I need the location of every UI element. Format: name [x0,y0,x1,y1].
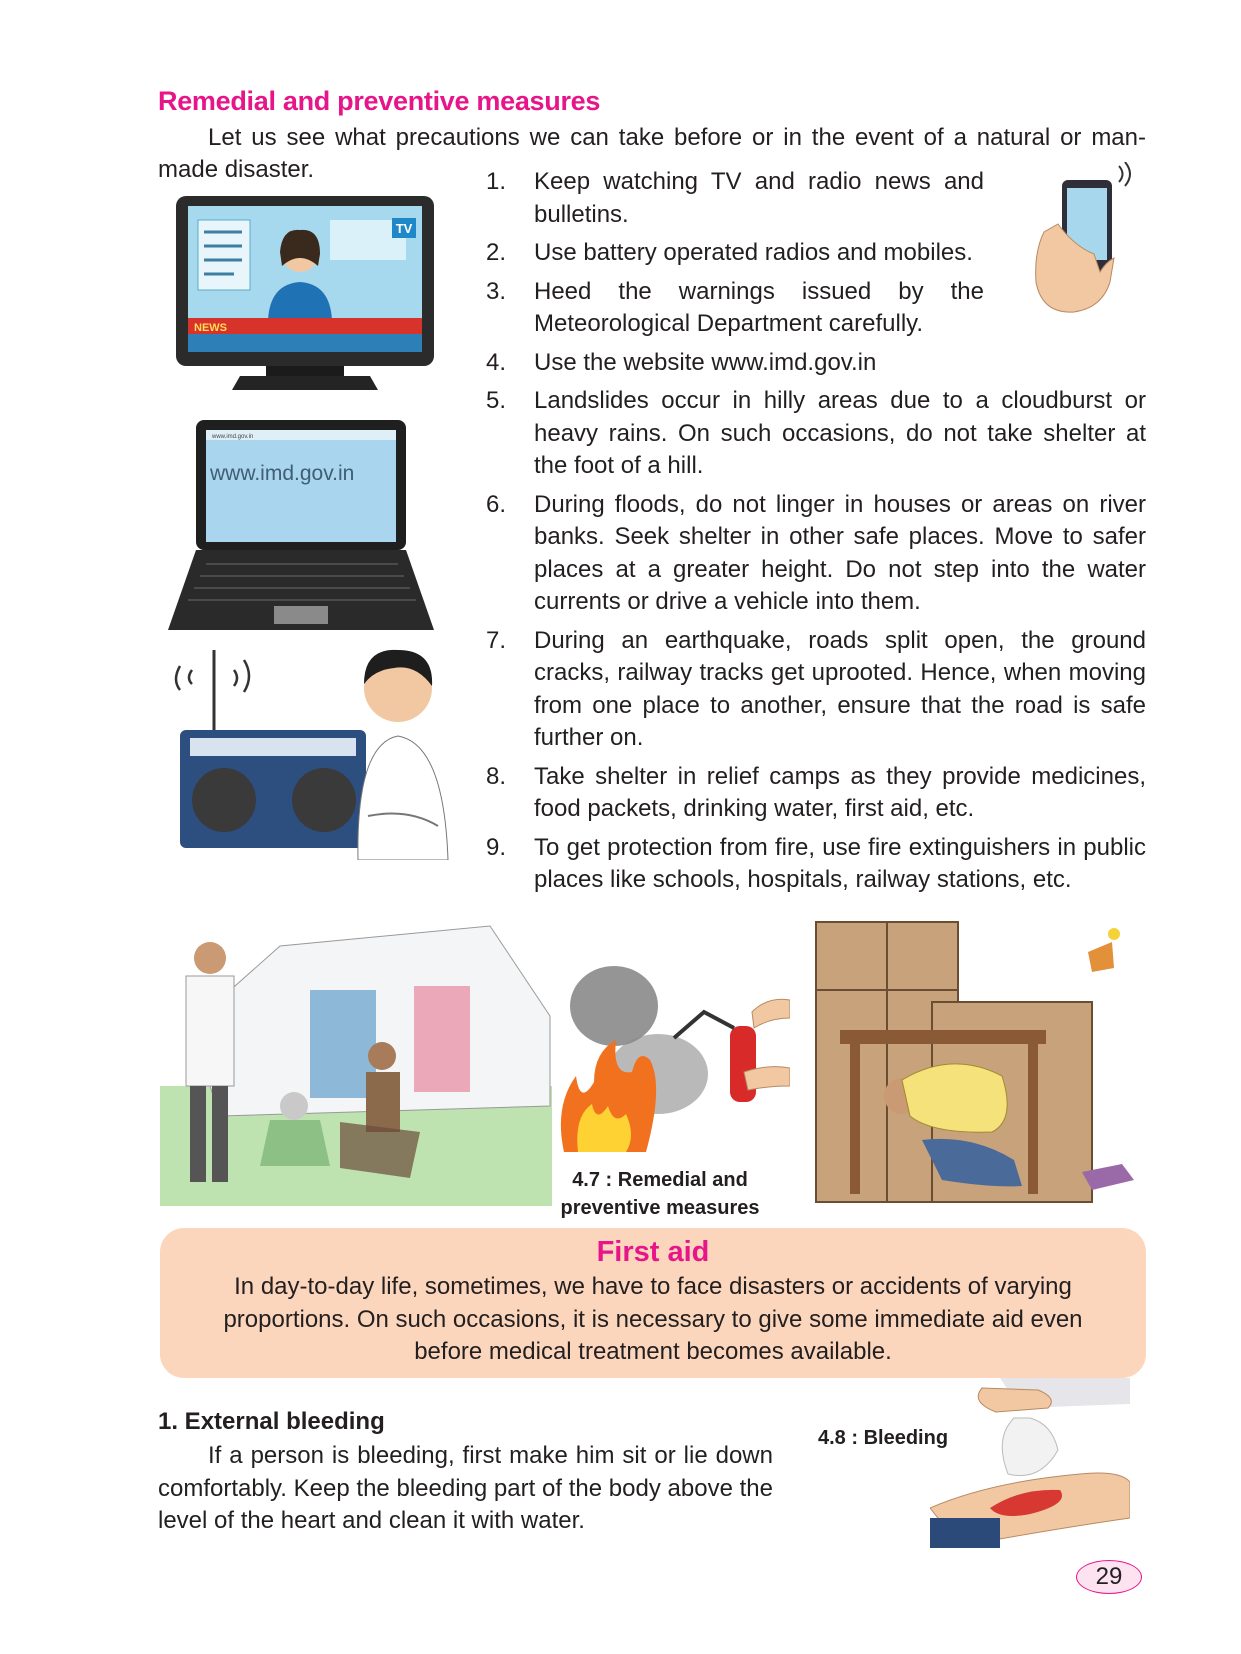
list-text: Landslides occur in hilly areas due to a cloudburst or heavy rains. On such occasions, do not take shelter at the foot of a hill. [534,387,1146,479]
bleeding-caption: 4.8 : Bleeding [818,1427,949,1449]
list-number: 9. [486,833,507,861]
bleeding-illustration [930,1378,1130,1548]
list-number: 7. [486,626,507,654]
radio-boy-illustration [158,640,458,860]
page-number: 29 [1076,1560,1142,1594]
list-number: 6. [486,490,507,518]
list-number: 5. [486,387,507,414]
list-item [486,237,984,270]
list-number: 2. [486,239,507,266]
list-item [486,385,1146,483]
laptop-illustration [166,418,438,640]
tv-news-illustration [170,192,440,397]
list-item [486,489,1146,619]
relief-camp-illustration [160,906,552,1206]
laptop-url: www.imd.gov.in [210,462,355,485]
earthquake-shelter-illustration [792,920,1146,1210]
section-heading: Remedial and preventive measures [158,86,601,116]
bleeding-text: If a person is bleeding, first make him sit or lie down comfortably. Keep the bleeding part of the body above the level of the heart and clean it with water. [158,1442,773,1534]
tv-ticker: NEWS [194,322,227,334]
list-text: Keep watching TV and radio news and bulletins. [534,168,984,228]
list-number: 3. [486,277,507,305]
fire-extinguisher-illustration [554,956,790,1158]
list-item [486,347,1146,380]
list-item [486,832,1146,897]
list-text: Heed the warnings issued by the Meteorological Department carefully. [534,277,984,337]
list-text: Take shelter in relief camps as they provide medicines, food packets, drinking water, first aid, etc. [534,762,1146,822]
list-item [486,761,1146,826]
list-text: Use the website www.imd.gov.in [534,348,877,376]
first-aid-title: First aid [596,1236,710,1268]
laptop-url-small: www.imd.gov.in [212,434,254,440]
intro-paragraph: Let us see what precautions we can take before or in the event of a natural or man-made disaster. [158,124,1146,183]
first-aid-box [160,1228,1146,1378]
list-text: Use battery operated radios and mobiles. [534,239,973,266]
tv-badge: TV [395,221,413,236]
list-item [486,276,984,341]
list-text: To get protection from fire, use fire extinguishers in public places like schools, hospitals, railway stations, etc. [534,833,1146,893]
list-text: During an earthquake, roads split open, the ground cracks, railway tracks get uprooted. Hence, when moving from one place to another, ensure that the road is safe further on. [534,626,1146,751]
list-text: During floods, do not linger in houses or areas on river banks. Seek shelter in other safe places. Move to safer places at a greater height. Do not step into the water currents or drive a vehicle into them. [534,490,1146,615]
figure-caption: 4.7 : Remedial and preventive measures [560,1169,760,1219]
bleeding-heading: 1. External bleeding [158,1408,385,1435]
mobile-phone-illustration [1014,162,1146,320]
first-aid-text: In day-to-day life, sometimes, we have to face disasters or accidents of varying proportions. On such occasions, it is necessary to give some immediate aid even before medical treatment becomes available. [223,1273,1083,1365]
list-item [486,166,984,231]
list-number: 8. [486,762,507,790]
list-item [486,625,1146,755]
list-number: 1. [486,168,507,195]
list-number: 4. [486,348,507,376]
